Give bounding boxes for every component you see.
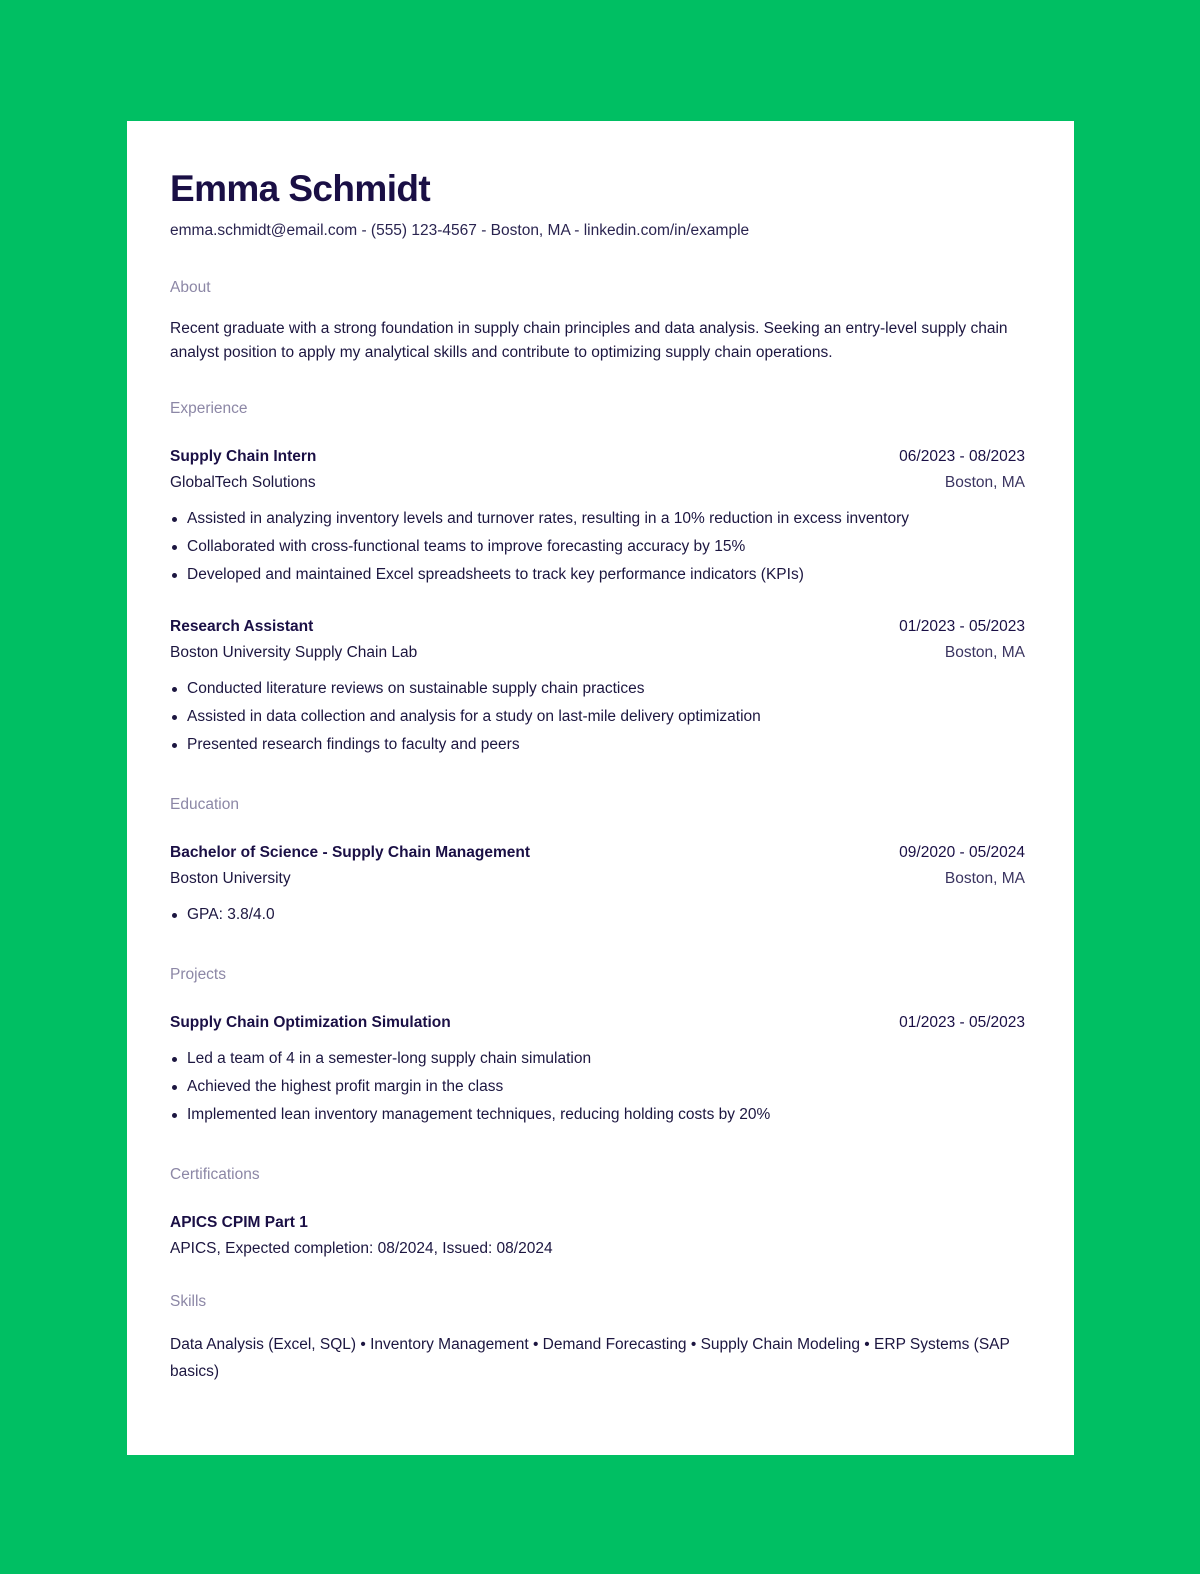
experience-entry	[170, 617, 1025, 759]
projects-heading: Projects	[170, 966, 226, 983]
bullet-item: Led a team of 4 in a semester-long supply chain simulation	[170, 1045, 1025, 1073]
job-location: Boston, MA	[944, 644, 1025, 661]
job-dates: 01/2023 - 05/2023	[899, 618, 1025, 635]
certification-name: APICS CPIM Part 1	[170, 1214, 308, 1231]
contact-line: emma.schmidt@email.com - (555) 123-4567 - Boston, MA - linkedin.com/in/example	[170, 222, 750, 239]
certifications-heading: Certifications	[170, 1166, 260, 1183]
job-location: Boston, MA	[944, 474, 1025, 491]
candidate-name: Emma Schmidt	[170, 168, 431, 209]
experience-heading: Experience	[170, 400, 248, 417]
education-entry	[170, 843, 1025, 929]
degree-title: Bachelor of Science - Supply Chain Management	[170, 844, 531, 861]
job-bullets	[170, 675, 1025, 759]
education-bullets	[170, 901, 1025, 929]
company-name: Boston University Supply Chain Lab	[170, 644, 418, 661]
education-heading: Education	[170, 796, 239, 813]
project-bullets	[170, 1045, 1025, 1129]
experience-entry	[170, 447, 1025, 589]
project-dates: 01/2023 - 05/2023	[899, 1014, 1025, 1031]
certification-detail: APICS, Expected completion: 08/2024, Issued: 08/2024	[170, 1240, 553, 1257]
bullet-item: Developed and maintained Excel spreadsheets to track key performance indicators (KPIs)	[170, 561, 1025, 589]
job-title: Research Assistant	[170, 618, 314, 635]
bullet-item: Collaborated with cross-functional teams to improve forecasting accuracy by 15%	[170, 533, 1025, 561]
education-dates: 09/2020 - 05/2024	[899, 844, 1025, 861]
job-bullets	[170, 505, 1025, 589]
bullet-item: Assisted in data collection and analysis for a study on last-mile delivery optimization	[170, 703, 1025, 731]
certification-entry	[170, 1213, 1025, 1259]
project-name: Supply Chain Optimization Simulation	[170, 1014, 451, 1031]
bullet-item: Presented research findings to faculty and peers	[170, 731, 1025, 759]
resume-page	[127, 121, 1074, 1455]
bullet-item: Conducted literature reviews on sustainable supply chain practices	[170, 675, 1025, 703]
about-text: Recent graduate with a strong foundation in supply chain principles and data analysis. Seeking an entry-level supply chain analyst position to apply my analytical skills and contribute to optimizing supply chain operations.	[170, 320, 1008, 361]
bullet-item: Achieved the highest profit margin in the class	[170, 1073, 1025, 1101]
project-entry	[170, 1013, 1025, 1129]
company-name: GlobalTech Solutions	[170, 474, 316, 491]
skills-heading: Skills	[170, 1293, 207, 1310]
skills-text: Data Analysis (Excel, SQL) • Inventory Management • Demand Forecasting • Supply Chain Modeling • ERP Systems (SAP basics)	[170, 1336, 1010, 1380]
bullet-item: GPA: 3.8/4.0	[170, 901, 1025, 929]
about-heading: About	[170, 279, 211, 296]
job-title: Supply Chain Intern	[170, 448, 317, 465]
school-location: Boston, MA	[944, 870, 1025, 887]
school-name: Boston University	[170, 870, 291, 887]
bullet-item: Assisted in analyzing inventory levels and turnover rates, resulting in a 10% reduction in excess inventory	[170, 505, 1025, 533]
job-dates: 06/2023 - 08/2023	[899, 448, 1025, 465]
bullet-item: Implemented lean inventory management techniques, reducing holding costs by 20%	[170, 1101, 1025, 1129]
